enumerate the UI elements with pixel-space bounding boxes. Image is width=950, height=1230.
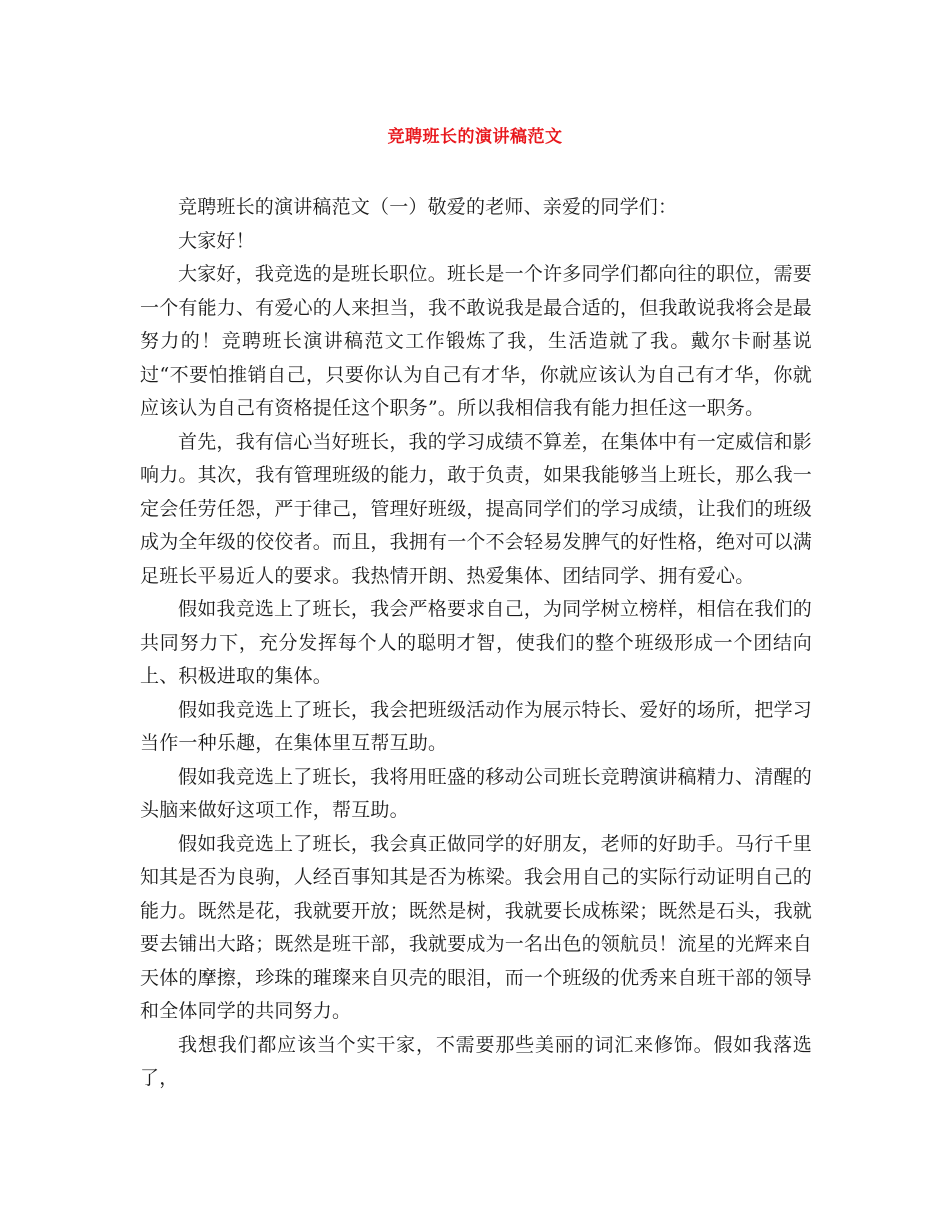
paragraph: 假如我竞选上了班长，我将用旺盛的移动公司班长竞聘演讲稿精力、清醒的头脑来做好这项工作，帮互助。 [140,765,812,821]
document-title: 竞聘班长的演讲稿范文 [387,127,563,147]
paragraph: 假如我竞选上了班长，我会严格要求自己，为同学树立榜样，相信在我们的共同努力下，充分发挥每个人的聪明才智，使我们的整个班级形成一个团结向上、积极进取的集体。 [140,598,812,687]
paragraph: 我想我们都应该当个实干家，不需要那些美丽的词汇来修饰。假如我落选了， [140,1033,812,1089]
paragraph: 假如我竞选上了班长，我会真正做同学的好朋友，老师的好助手。马行千里知其是否为良驹，人经百事知其是否为栋梁。我会用自己的实际行动证明自己的能力。既然是花，我就要开放；既然是树，我就要长成栋梁；既然是石头，我就要去铺出大路；既然是班干部，我就要成为一名出色的领航员！流星的光辉来自天体的摩擦，珍珠的璀璨来自贝壳的眼泪，而一个班级的优秀来自班干部的领导和全体同学的共同努力。 [140,832,813,1022]
paragraph: 假如我竞选上了班长，我会把班级活动作为展示特长、爱好的场所，把学习当作一种乐趣，在集体里互帮互助。 [140,698,812,754]
document-body [140,191,812,1096]
paragraph: 竞聘班长的演讲稿范文（一）敬爱的老师、亲爱的同学们： [178,196,678,218]
paragraph: 大家好，我竞选的是班长职位。班长是一个许多同学们都向往的职位，需要一个有能力、有爱心的人来担当，我不敢说我是最合适的，但我敢说我将会是最努力的！竞聘班长演讲稿范文工作锻炼了我，生活造就了我。戴尔卡耐基说过“不要怕推销自己，只要你认为自己有才华，你就应该认为自己有才华，你就应该认为自己有资格提任这个职务”。所以我相信我有能力担任这一职务。 [140,263,813,419]
paragraph: 首先，我有信心当好班长，我的学习成绩不算差，在集体中有一定威信和影响力。其次，我有管理班级的能力，敢于负责，如果我能够当上班长，那么我一定会任劳任怨，严于律己，管理好班级，提高同学们的学习成绩，让我们的班级成为全年级的佼佼者。而且，我拥有一个不会轻易发脾气的好性格，绝对可以满足班长平易近人的要求。我热情开朗、热爱集体、团结同学、拥有爱心。 [140,430,813,587]
paragraph: 大家好！ [178,229,255,252]
